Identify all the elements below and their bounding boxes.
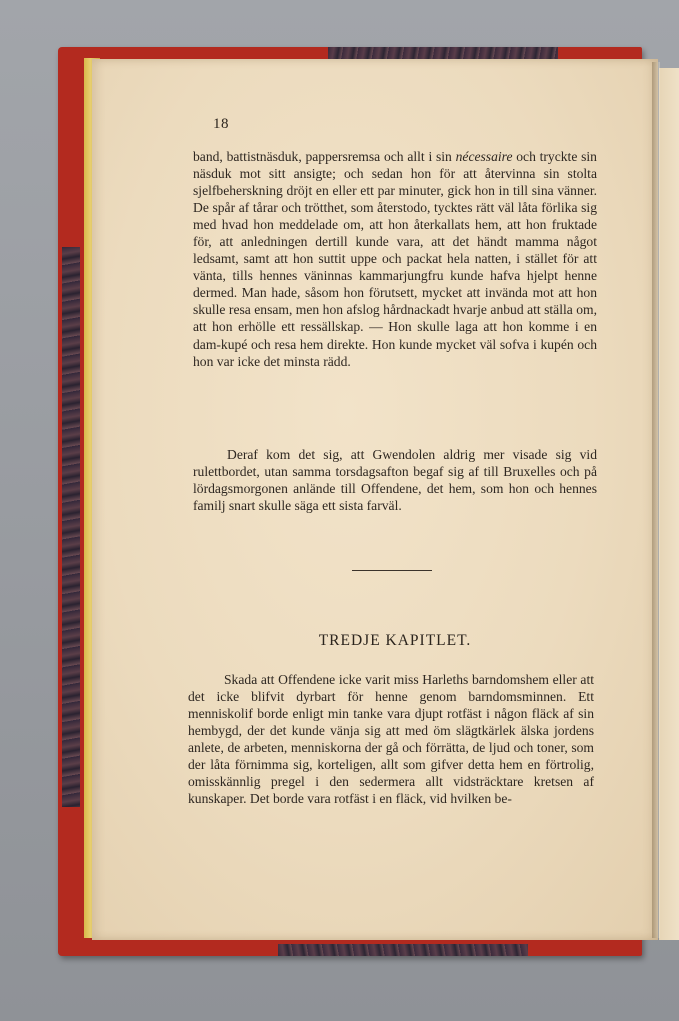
paragraph-2: Deraf kom det sig, att Gwendolen aldrig mer visade sig vid rulettbordet, utan samma torsdagsafton begaf sig af till Bruxelles och på lördagsmorgonen anlände till Offendene, det hem, som hon och hennes familj snart skulle säga ett sista farväl. [193,447,597,514]
paragraph-continuation [193,148,597,370]
paragraph-1-text-end: och tryckte sin näsduk mot sitt ansigte; och sedan hon för att återvinna sin stolta sjelfbeherskning dröjt en eller ett par minuter, gick hon in till sina vänner. De spår af tårar och trötthet, som återstodo, tycktes rätt väl låta förlika sig med hvad hon meddelade om, att hon återkallats hem, att hon fruktade för, att anledningen dertill kunde vara, att det händt mamma något ledsamt, samt att hon suttit uppe och packat hela natten, i stället för att vänta, tills hennes väninnas kammarjungfru kunde hafva hjelpt henne dermed. Man hade, såsom hon förutsett, mycket att invända mot att hon skulle resa ensam, men hon afslog hårdnackadt hvarje anbud att ställa om, att hon erhölle ett ressällskap. — Hon skulle laga att hon komme i en dam-kupé och resa hem direkte. Hon kunde mycket väl sofva i kupén och hon var icke det minsta rädd. [193,149,597,369]
section-separator [352,570,432,571]
paragraph-1-text-start: band, battistnäsduk, pappersremsa och allt i sin [193,149,456,164]
page-gutter [652,62,660,938]
cover-marble-bottom [278,944,528,956]
chapter-title: TREDJE KAPITLET. [318,632,472,649]
page-number: 18 [213,116,229,132]
paragraph-3: Skada att Offendene icke varit miss Harleths barndomshem eller att det icke blifvit dyrbart för henne genom barndomsminnen. Ett menniskolif borde enligt min tanke vara djupt rotfäst i någon fläck af sin hembygd, der det kunde vänja sig att med öm slägtkärlek älska jordens anlete, de arbeten, menniskorna der gå och förrätta, de ljud och toner, som der låta förnimma sig, korteligen, allt som gifver detta hem en förtrolig, omisskännlig pregel i den sedermera allt vidsträcktare kretsen af kunskaper. Det borde vara rotfäst i en fläck, vid hvilken be- [188,672,594,807]
next-page-edge [659,68,679,940]
cover-marble-spine [62,247,80,807]
italic-word: nécessaire [455,149,513,164]
